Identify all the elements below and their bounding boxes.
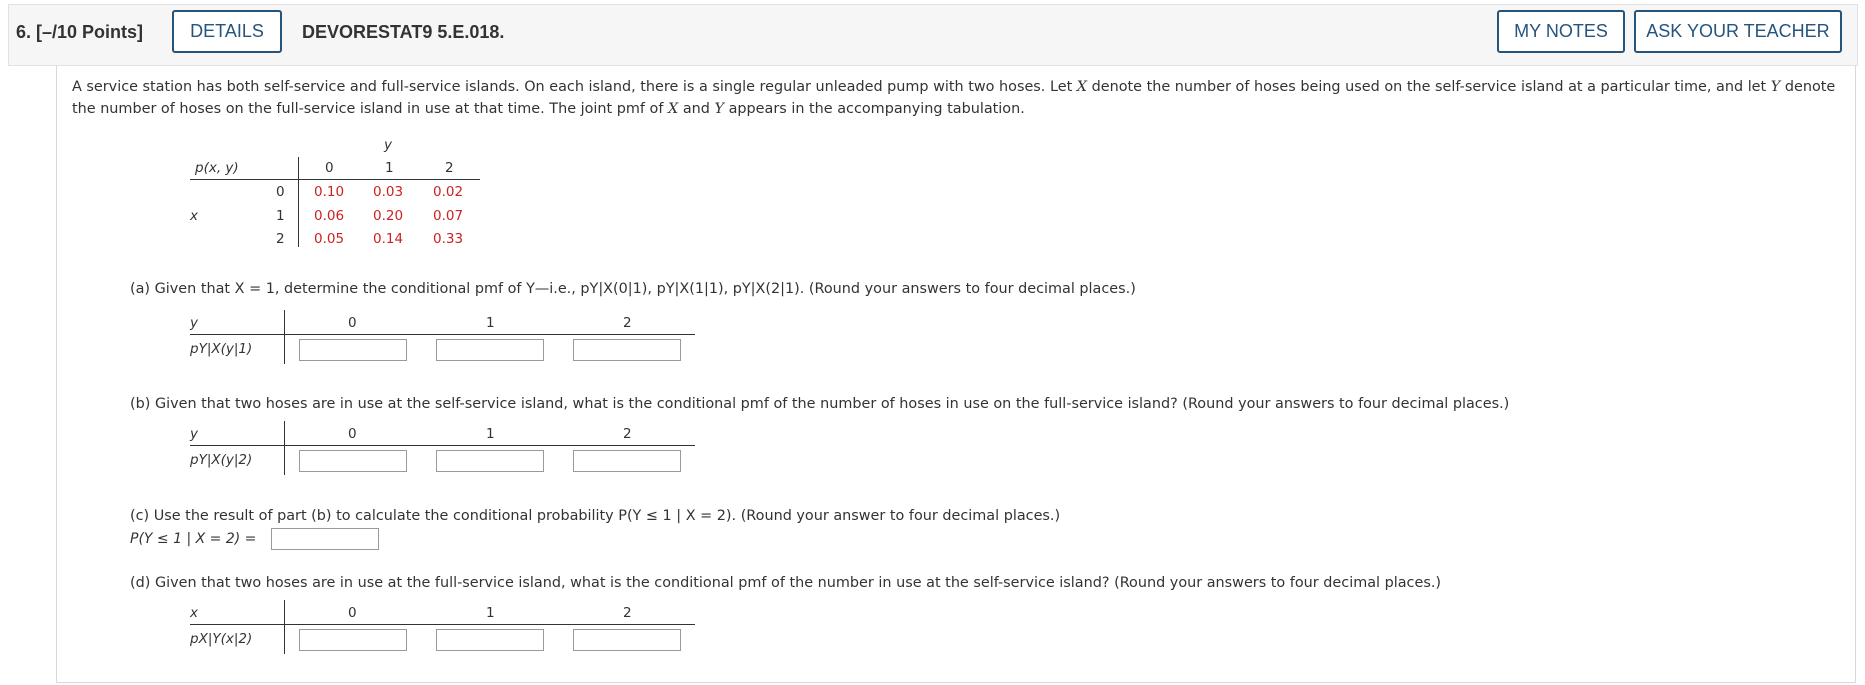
part-a-divider <box>284 310 285 364</box>
problem-statement: A service station has both self-service and full-service islands. On each island, there is a single regular unleaded pump with two hoses. Let X denote the number of hoses being used on the self-service island at a particular time, and let Y denote the number of hoses on the full-service island in use at that time. The joint pmf of X and Y appears in the accompanying tabulation. <box>72 79 1836 117</box>
cell-0-0: 0.10 <box>314 184 345 200</box>
part-a-col-1: 1 <box>486 315 495 331</box>
part-b-y-label: y <box>190 426 198 442</box>
x-row-0: 0 <box>276 184 285 200</box>
joint-table-label: p(x, y) <box>195 160 239 176</box>
part-a-y-label: y <box>190 315 198 331</box>
part-b-col-2: 2 <box>623 426 632 442</box>
y-col-0: 0 <box>325 160 334 176</box>
part-d-x-label: x <box>190 605 198 621</box>
part-d-col-0: 0 <box>348 605 357 621</box>
question-number: 6. [–/10 Points] <box>16 22 144 42</box>
cell-0-1: 0.03 <box>373 184 404 200</box>
joint-table-divider <box>298 157 299 247</box>
part-c-prompt: (c) Use the result of part (b) to calculate the conditional probability P(Y ≤ 1 | X = 2). (Round your answer to four decimal places.) <box>130 508 1061 524</box>
y-header: y <box>384 137 392 153</box>
part-b-prompt: (b) Given that two hoses are in use at the self-service island, what is the conditional pmf of the number of hoses in use on the full-service island? (Round your answers to four decimal places.) <box>130 396 1510 412</box>
part-a-answer-0[interactable] <box>299 339 407 361</box>
x-row-2: 2 <box>276 231 285 247</box>
details-button[interactable]: DETAILS <box>172 10 282 53</box>
part-d-answer-1[interactable] <box>436 629 544 651</box>
part-b-pmf-label: pY|X(y|2) <box>190 452 253 468</box>
part-b-answer-0[interactable] <box>299 450 407 472</box>
y-col-2: 2 <box>445 160 454 176</box>
cell-1-2: 0.07 <box>433 208 464 224</box>
part-b-col-0: 0 <box>348 426 357 442</box>
part-d-answer-2[interactable] <box>573 629 681 651</box>
joint-table-header-rule <box>190 179 480 180</box>
var-x: X <box>1076 79 1088 95</box>
part-c-answer-label: P(Y ≤ 1 | X = 2) = <box>130 531 257 547</box>
ask-your-teacher-button[interactable]: ASK YOUR TEACHER <box>1634 10 1842 53</box>
part-a-answer-2[interactable] <box>573 339 681 361</box>
part-d-divider <box>284 600 285 654</box>
part-a-answer-1[interactable] <box>436 339 544 361</box>
x-row-1: 1 <box>276 208 285 224</box>
part-d-rule <box>190 624 695 625</box>
var-y: Y <box>1770 79 1781 95</box>
question-code: DEVORESTAT9 5.E.018. <box>302 22 505 42</box>
my-notes-button[interactable]: MY NOTES <box>1497 10 1625 53</box>
part-a-col-0: 0 <box>348 315 357 331</box>
part-a-col-2: 2 <box>623 315 632 331</box>
x-header: x <box>190 208 198 224</box>
part-b-answer-2[interactable] <box>573 450 681 472</box>
part-a-prompt: (a) Given that X = 1, determine the conditional pmf of Y—i.e., pY|X(0|1), pY|X(1|1), pY|X(2|1). (Round your answers to four decimal places.) <box>130 281 1136 297</box>
part-c-answer[interactable] <box>271 528 379 550</box>
part-b-rule <box>190 445 695 446</box>
part-d-pmf-label: pX|Y(x|2) <box>190 631 253 647</box>
part-b-divider <box>284 421 285 475</box>
cell-2-2: 0.33 <box>433 231 464 247</box>
part-b-col-1: 1 <box>486 426 495 442</box>
y-col-1: 1 <box>385 160 394 176</box>
cell-0-2: 0.02 <box>433 184 464 200</box>
part-b-answer-1[interactable] <box>436 450 544 472</box>
part-a-rule <box>190 334 695 335</box>
cell-2-0: 0.05 <box>314 231 345 247</box>
cell-2-1: 0.14 <box>373 231 404 247</box>
cell-1-0: 0.06 <box>314 208 345 224</box>
part-d-col-2: 2 <box>623 605 632 621</box>
part-a-pmf-label: pY|X(y|1) <box>190 341 253 357</box>
part-d-prompt: (d) Given that two hoses are in use at the full-service island, what is the conditional pmf of the number in use at the self-service island? (Round your answers to four decimal places.) <box>130 575 1442 591</box>
cell-1-1: 0.20 <box>373 208 404 224</box>
part-d-answer-0[interactable] <box>299 629 407 651</box>
part-d-col-1: 1 <box>486 605 495 621</box>
